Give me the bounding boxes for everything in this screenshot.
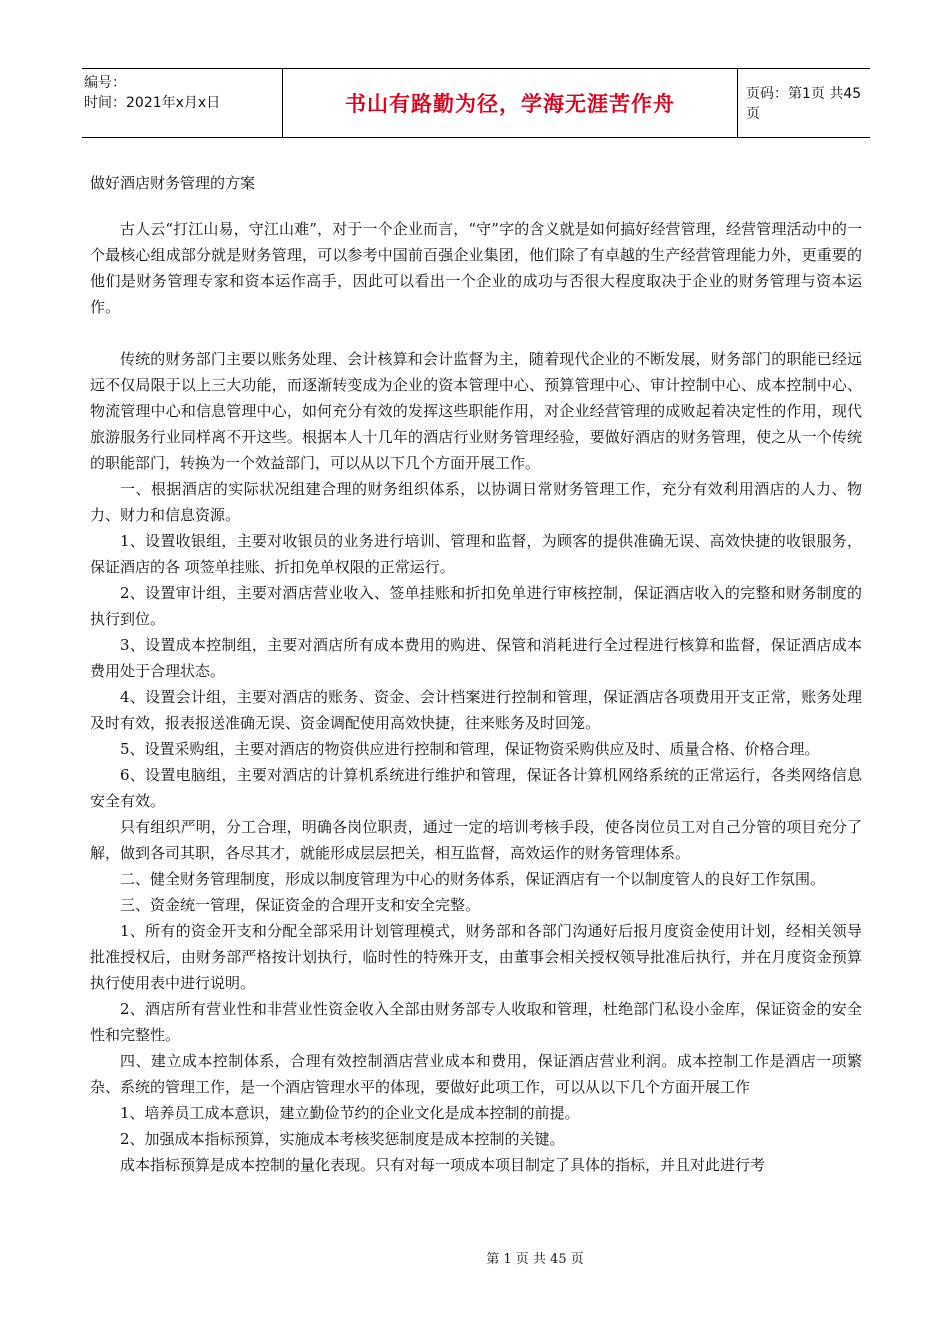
document-title: 做好酒店财务管理的方案 (90, 174, 256, 192)
header-motto: 书山有路勤为径，学海无涯苦作舟 (345, 92, 675, 116)
paragraph: 传统的财务部门主要以账务处理、会计核算和会计监督为主，随着现代企业的不断发展，财务部门的职能已经远远不仅局限于以上三大功能，而逐渐转变成为企业的资本管理中心、预算管理中心、审计控制中心、成本控制中心、物流管理中心和信息管理中心，如何充分有效的发挥这些职能作用，对企业经营管理的成败起着决定性的作用，现代旅游服务行业同样离不开这些。根据本人十几年的酒店行业财务管理经验，要做好酒店的财务管理，使之从一个传统的职能部门，转换为一个效益部门，可以从以下几个方面开展工作。 (90, 350, 862, 472)
header-page-info: 页码：第1页 共45页 (746, 86, 862, 122)
paragraph: 1、所有的资金开支和分配全部采用计划管理模式，财务部和各部门沟通好后报月度资金使用计划，经相关领导批准授权后，由财务部严格按计划执行，临时性的特殊开支，由董事会相关授权领导批准后执行，并在月度资金预算执行使用表中进行说明。 (90, 922, 862, 992)
paragraph: 1、设置收银组，主要对收银员的业务进行培训、管理和监督，为顾客的提供准确无误、高效快捷的收银服务，保证酒店的各 项签单挂账、折扣免单权限的正常运行。 (90, 532, 862, 576)
paragraph: 6、设置电脑组，主要对酒店的计算机系统进行维护和管理，保证各计算机网络系统的正常运行，各类网络信息安全有效。 (90, 766, 862, 810)
paragraph: 2、加强成本指标预算，实施成本考核奖惩制度是成本控制的关键。 (120, 1130, 565, 1148)
paragraph: 三、资金统一管理，保证资金的合理开支和安全完整。 (120, 896, 481, 914)
paragraph: 古人云“打江山易，守江山难”，对于一个企业而言，“守”字的含义就是如何搞好经营管理，经营管理活动中的一个最核心组成部分就是财务管理，可以参考中国前百强企业集团，他们除了有卓越的生产经营管理能力外，更重要的他们是财务管理专家和资本运作高手，因此可以看出一个企业的成功与否很大程度取决于企业的财务管理与资本运作。 (90, 220, 862, 316)
document-header (82, 68, 870, 138)
document-date-label: 时间：2021年x月x日 (84, 95, 221, 111)
paragraph: 二、健全财务管理制度，形成以制度管理为中心的财务体系，保证酒店有一个以制度管人的良好工作氛围。 (120, 870, 826, 888)
paragraph: 2、酒店所有营业性和非营业性资金收入全部由财务部专人收取和管理，杜绝部门私设小金库，保证资金的安全性和完整性。 (90, 1000, 862, 1044)
paragraph: 5、设置采购组，主要对酒店的物资供应进行控制和管理，保证物资采购供应及时、质量合格、价格合理。 (120, 740, 820, 758)
paragraph: 成本指标预算是成本控制的量化表现。只有对每一项成本项目制定了具体的指标，并且对此进行考 (120, 1156, 766, 1174)
paragraph: 只有组织严明，分工合理，明确各岗位职责，通过一定的培训考核手段，使各岗位员工对自己分管的项目充分了解，做到各司其职，各尽其才，就能形成层层把关，相互监督，高效运作的财务管理体系。 (90, 818, 862, 862)
paragraph: 4、设置会计组，主要对酒店的账务、资金、会计档案进行控制和管理，保证酒店各项费用开支正常，账务处理及时有效，报表报送准确无误、资金调配使用高效快捷，往来账务及时回笼。 (90, 688, 862, 732)
paragraph: 3、设置成本控制组，主要对酒店所有成本费用的购进、保管和消耗进行全过程进行核算和监督，保证酒店成本费用处于合理状态。 (90, 636, 862, 680)
header-motto-cell (282, 69, 738, 137)
paragraph: 1、培养员工成本意识，建立勤俭节约的企业文化是成本控制的前提。 (120, 1104, 580, 1122)
document-body (90, 216, 862, 1178)
document-number-label: 编号： (84, 75, 126, 91)
paragraph: 一、根据酒店的实际状况组建合理的财务组织体系，以协调日常财务管理工作，充分有效利用酒店的人力、物力、财力和信息资源。 (90, 480, 862, 524)
page-footer: 第 1 页 共 45 页 (486, 1252, 584, 1267)
header-meta (82, 69, 282, 137)
paragraph: 四、建立成本控制体系，合理有效控制酒店营业成本和费用，保证酒店营业利润。成本控制工作是酒店一项繁杂、系统的管理工作，是一个酒店管理水平的体现，要做好此项工作，可以从以下几个方面开展工作 (90, 1052, 862, 1096)
paragraph: 2、设置审计组，主要对酒店营业收入、签单挂账和折扣免单进行审核控制，保证酒店收入的完整和财务制度的执行到位。 (90, 584, 862, 628)
